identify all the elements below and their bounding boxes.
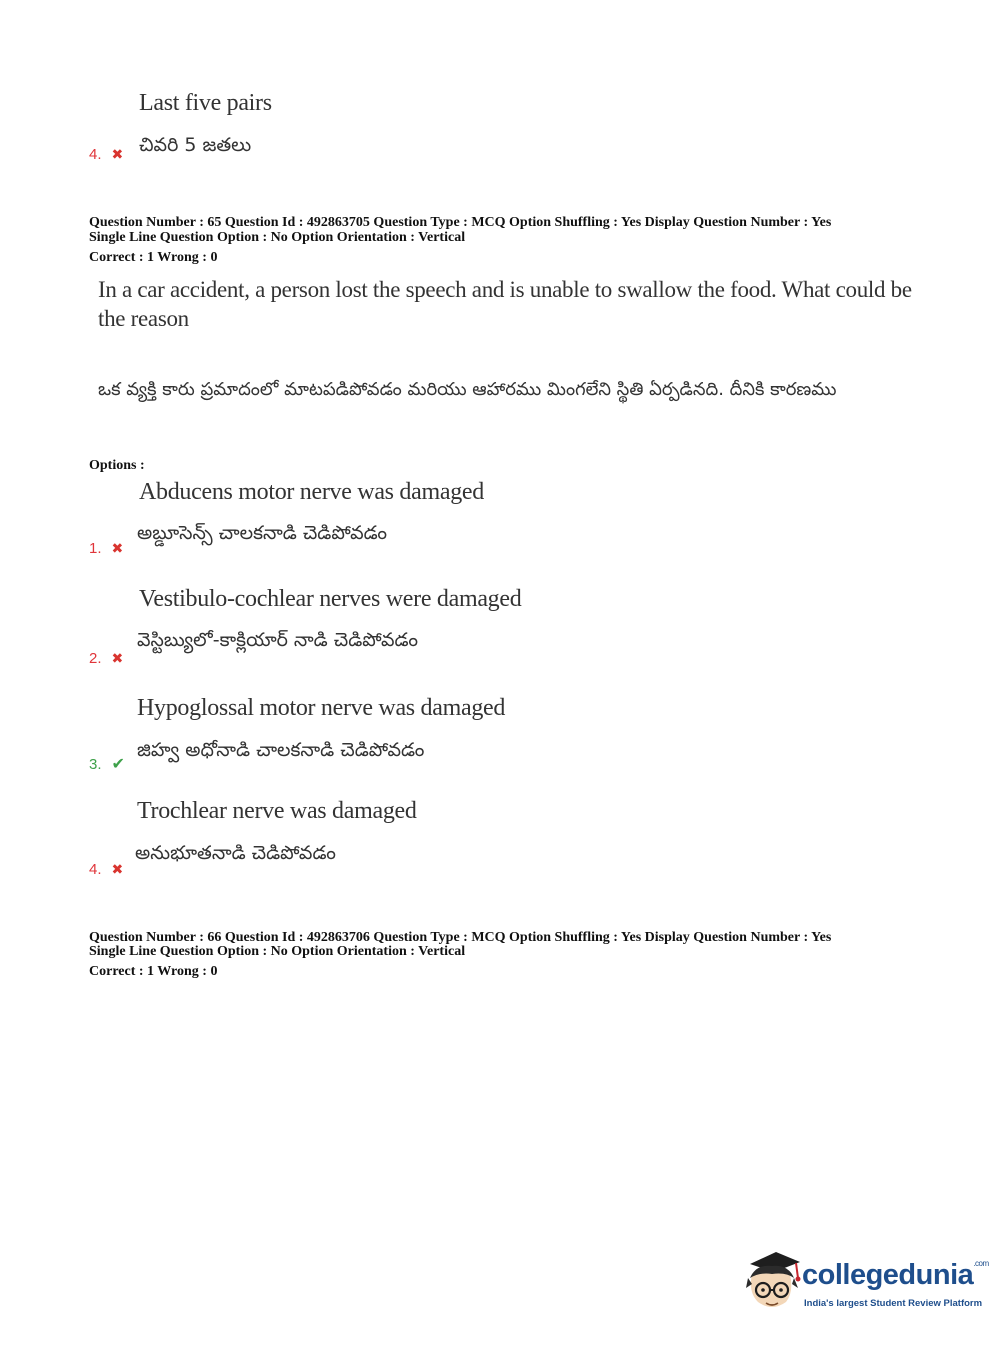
mascot-icon [742, 1248, 802, 1314]
option-number-row [89, 146, 123, 164]
wrong-mark-icon: ✖ [111, 541, 124, 557]
question-text-te: ఒక వ్యక్తి కారు ప్రమాదంలో మాటపడిపోవడం మరియు ఆహారము మింగలేని స్థితి ఏర్పడినది. దీనికి కారణము [98, 379, 837, 400]
option-4-text-te: అనుభూతనాడి చెడిపోవడం [135, 842, 336, 864]
question-marks: Correct : 1 Wrong : 0 [89, 964, 218, 979]
option-number: 4. [89, 146, 102, 163]
logo-tagline: India's largest Student Review Platform [804, 1298, 983, 1309]
collegedunia-logo [742, 1248, 989, 1320]
wrong-mark-icon: ✖ [111, 147, 124, 163]
option-3-number-row [89, 754, 125, 774]
question-meta-line2: Single Line Question Option : No Option Orientation : Vertical [89, 944, 466, 959]
logo-suffix: .com [973, 1259, 989, 1268]
options-label: Options : [89, 458, 145, 473]
option-text-en: Last five pairs [139, 90, 272, 116]
check-mark-icon: ✔ [111, 754, 125, 773]
option-3-text-en: Hypoglossal motor nerve was damaged [137, 695, 506, 721]
wrong-mark-icon: ✖ [111, 862, 124, 878]
question-meta-line2: Single Line Question Option : No Option Orientation : Vertical [89, 230, 466, 245]
option-2-number: 2. [89, 650, 102, 667]
option-1-text-te: అబ్డూసెన్స్ చాలకనాడి చెడిపోవడం [137, 522, 387, 544]
option-2-text-te: వెస్టిబ్యులో-కాక్లియార్ నాడి చెడిపోవడం [137, 629, 418, 651]
option-1-number-row [89, 540, 123, 558]
option-4-number-row [89, 861, 123, 879]
option-1-number: 1. [89, 540, 102, 557]
option-3-number: 3. [89, 756, 102, 773]
question-marks: Correct : 1 Wrong : 0 [89, 250, 218, 265]
option-1-text-en: Abducens motor nerve was damaged [139, 479, 484, 505]
question-meta-line1: Question Number : 65 Question Id : 492863705 Question Type : MCQ Option Shuffling : Yes Display Question Number : Yes [89, 215, 832, 230]
option-3-text-te: జిహ్వ అధోనాడి చాలకనాడి చెడిపోవడం [137, 739, 425, 761]
option-4-number: 4. [89, 861, 102, 878]
option-text-te: చివరి 5 జతలు [139, 134, 252, 156]
option-2-text-en: Vestibulo-cochlear nerves were damaged [139, 586, 522, 612]
wrong-mark-icon: ✖ [111, 651, 124, 667]
question-text-en: In a car accident, a person lost the speech and is unable to swallow the food. What could be the reason [98, 277, 912, 331]
option-2-number-row [89, 650, 123, 668]
question-meta-line1: Question Number : 66 Question Id : 492863706 Question Type : MCQ Option Shuffling : Yes Display Question Number : Yes [89, 930, 832, 945]
option-4-text-en: Trochlear nerve was damaged [137, 798, 417, 824]
logo-name: collegedunia [802, 1259, 974, 1291]
